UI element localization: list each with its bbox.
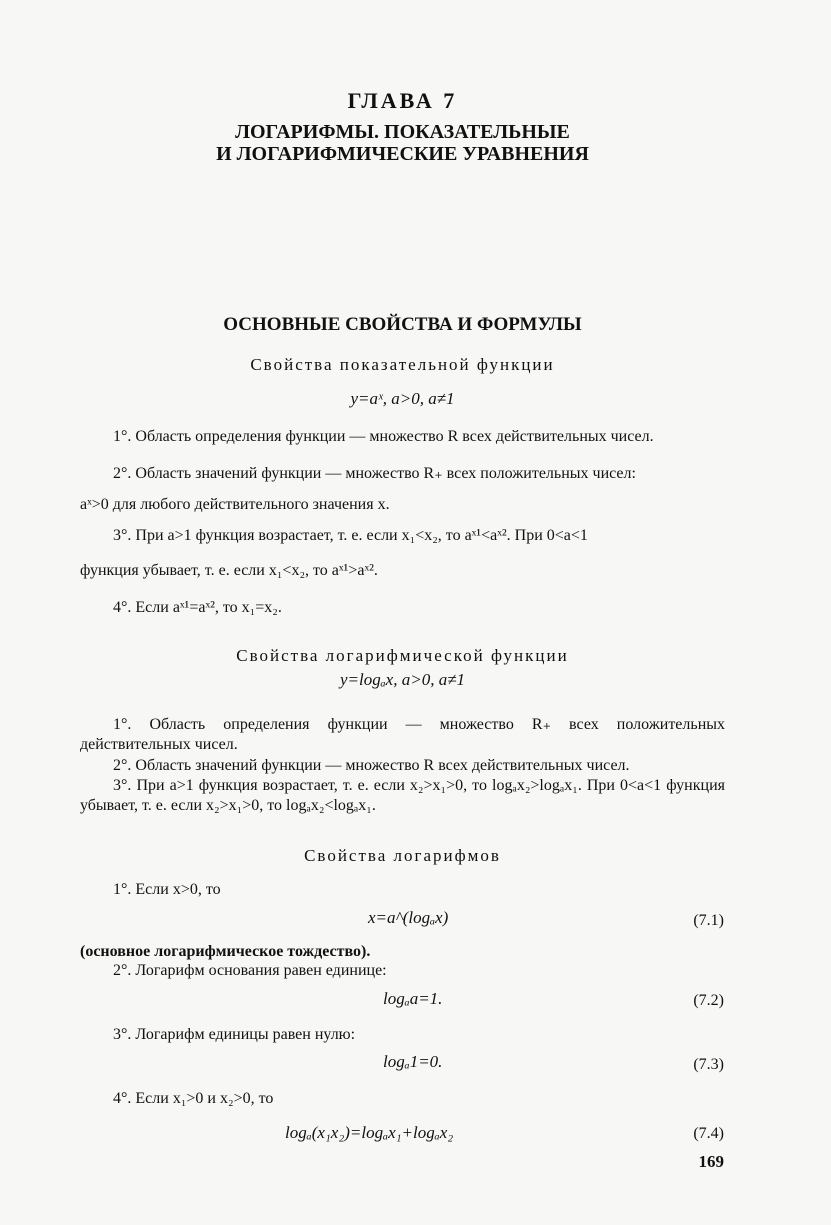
- exp-heading: Свойства показательной функции: [250, 355, 555, 374]
- props-heading: Свойства логарифмов: [304, 846, 501, 865]
- chapter-label: ГЛАВА 7: [347, 88, 458, 113]
- exp-property-3-line1: 3°. При a>1 функция возрастает, т. е. если x₁<x₂, то aˣ¹<aˣ². При 0<a<1: [113, 527, 588, 544]
- log-property-1: 1°. Область определения функции — множество R₊ всех положительных действительных чисел.: [80, 716, 725, 753]
- props-property-4: 4°. Если x₁>0 и x₂>0, то: [113, 1090, 274, 1107]
- equation-number-7-2: (7.2): [693, 992, 724, 1009]
- log-heading: Свойства логарифмической функции: [236, 646, 569, 665]
- equation-7-1: x=a^(logₐx): [368, 908, 449, 927]
- props-property-2: 2°. Логарифм основания равен единице:: [113, 962, 387, 979]
- exp-property-2-line1: 2°. Область значений функции — множество R₊ всех положительных чисел:: [113, 465, 636, 482]
- exp-property-4: 4°. Если aˣ¹=aˣ², то x₁=x₂.: [113, 599, 282, 616]
- chapter-title-line1: ЛОГАРИФМЫ. ПОКАЗАТЕЛЬНЫЕ: [235, 121, 570, 143]
- section-title: ОСНОВНЫЕ СВОЙСТВА И ФОРМУЛЫ: [223, 314, 582, 335]
- equation-7-4: logₐ(x₁x₂)=logₐx₁+logₐx₂: [285, 1123, 454, 1142]
- log-property-3: 3°. При a>1 функция возрастает, т. е. если x₂>x₁>0, то logₐx₂>logₐx₁. При 0<a<1 функция убывает, т. е. если x₂>x₁>0, то logₐx₂<logₐx₁.: [80, 777, 725, 814]
- props-property-1: 1°. Если x>0, то: [113, 881, 221, 898]
- exp-formula: y=aˣ, a>0, a≠1: [350, 389, 455, 408]
- equation-7-2: logₐa=1.: [383, 989, 443, 1008]
- page-number: 169: [698, 1152, 724, 1171]
- equation-number-7-3: (7.3): [693, 1056, 724, 1073]
- equation-number-7-4: (7.4): [693, 1125, 724, 1142]
- props-property-3: 3°. Логарифм единицы равен нулю:: [113, 1026, 356, 1043]
- log-formula: y=logₐx, a>0, a≠1: [339, 670, 466, 689]
- exp-property-1: 1°. Область определения функции — множество R всех действительных чисел.: [113, 428, 654, 445]
- exp-property-2-line2: aˣ>0 для любого действительного значения x.: [80, 496, 390, 513]
- exp-property-3-line2: функция убывает, т. е. если x₁<x₂, то aˣ¹>aˣ².: [80, 562, 378, 579]
- chapter-title-line2: И ЛОГАРИФМИЧЕСКИЕ УРАВНЕНИЯ: [216, 143, 589, 165]
- equation-number-7-1: (7.1): [693, 912, 724, 929]
- props-property-1-note: (основное логарифмическое тождество).: [80, 943, 371, 960]
- log-property-2: 2°. Область значений функции — множество R всех действительных чисел.: [113, 757, 630, 774]
- equation-7-3: logₐ1=0.: [383, 1052, 443, 1071]
